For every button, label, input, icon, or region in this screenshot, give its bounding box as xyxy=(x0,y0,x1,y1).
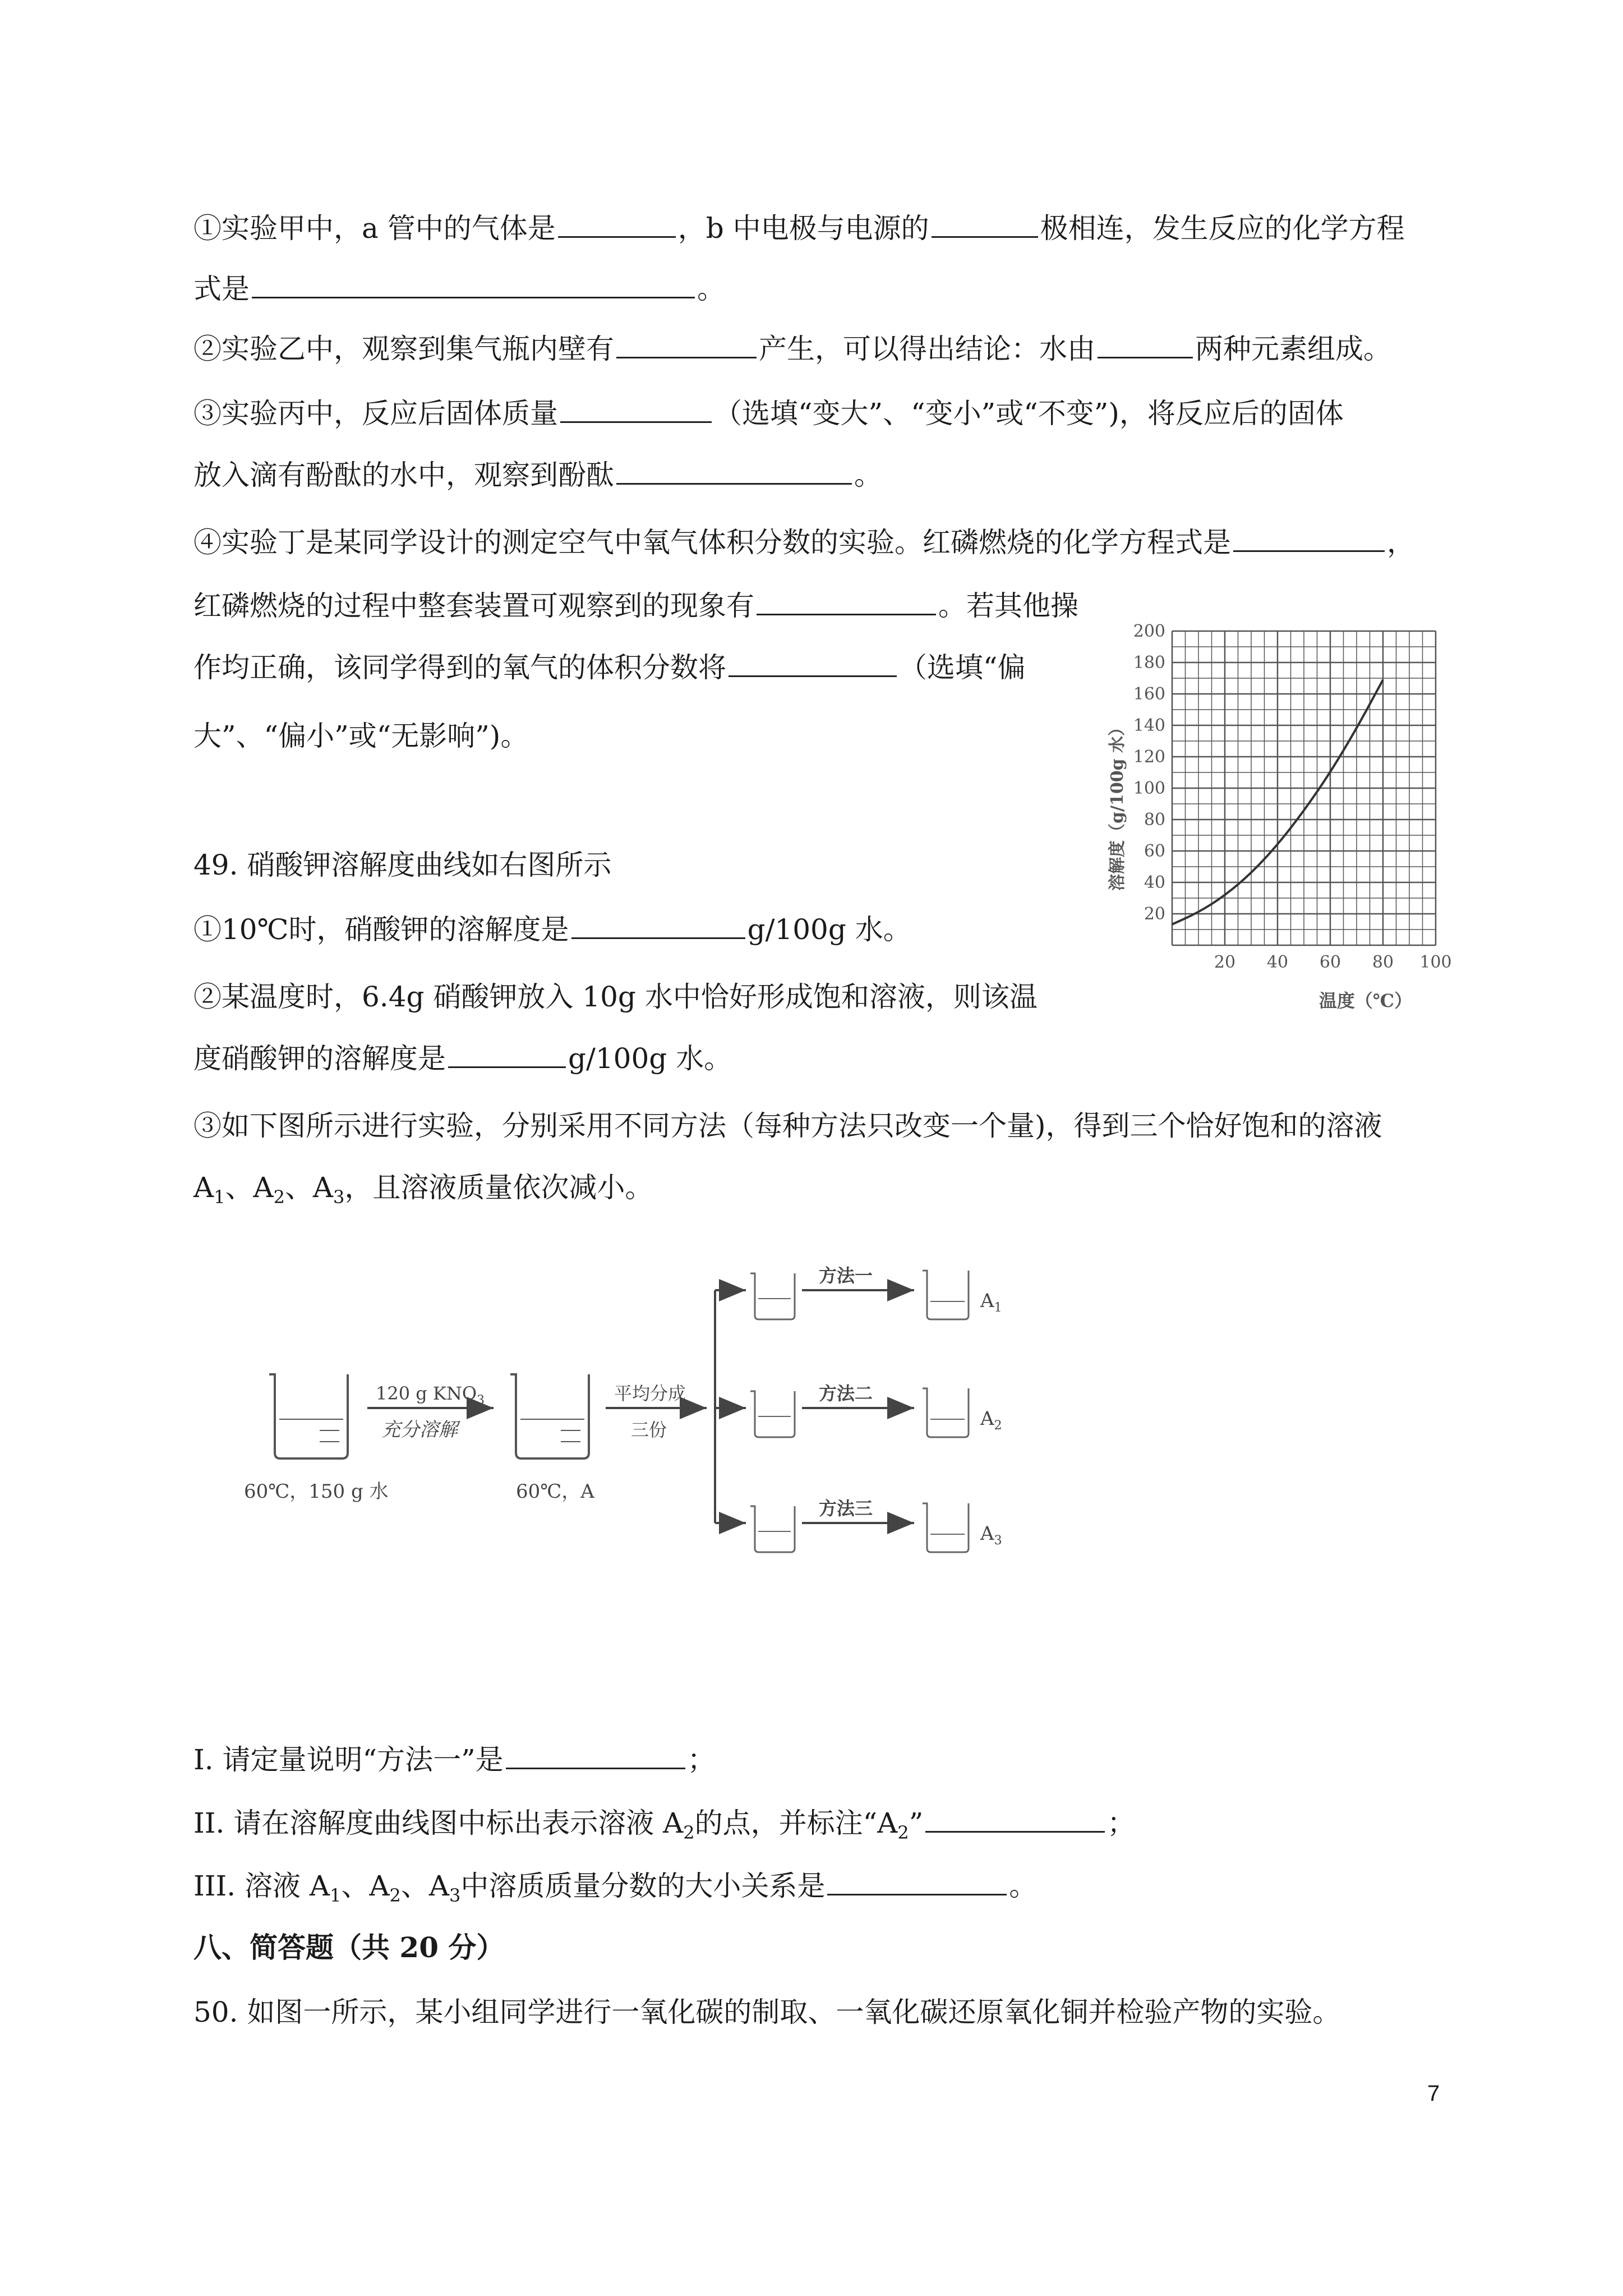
x-tick-label: 60 xyxy=(1319,953,1341,972)
x-axis-label: 温度（℃） xyxy=(1318,990,1413,1011)
answer-blank[interactable] xyxy=(252,271,695,298)
answer-blank[interactable] xyxy=(616,457,852,485)
method2-label: 方法二 xyxy=(819,1383,873,1404)
q48-text: 。 xyxy=(697,273,725,305)
q48-text: 极相连，发生反应的化学方程 xyxy=(1040,212,1405,245)
q48-line-2 xyxy=(193,271,725,307)
y-tick-label: 200 xyxy=(1133,622,1165,641)
arrow2-bottom-label: 三份 xyxy=(631,1419,667,1441)
subscript: 2 xyxy=(683,1822,695,1843)
q49-text: ； xyxy=(1107,1807,1136,1839)
output-a1-label: $A_1$ xyxy=(980,1290,1002,1315)
y-tick-label: 20 xyxy=(1144,904,1165,924)
q49-part-iii xyxy=(193,1868,1037,1913)
subscript: 1 xyxy=(214,1186,225,1208)
q49-text: ①10℃时，硝酸钾的溶解度是 xyxy=(193,913,569,946)
page-number: 7 xyxy=(1427,2081,1440,2106)
question-title: 49. 硝酸钾溶解度曲线如右图所示 xyxy=(193,849,612,881)
answer-blank[interactable] xyxy=(571,912,745,939)
q49-text: 、A xyxy=(400,1870,449,1902)
q48-text: ，b 中电极与电源的 xyxy=(677,212,929,245)
q49-text: 中溶质质量分数的大小关系是 xyxy=(460,1870,826,1902)
beaker-split-3 xyxy=(750,1506,795,1552)
q48-text: 大”、“偏小”或“无影响”)。 xyxy=(193,720,529,752)
q48-text: 产生，可以得出结论：水由 xyxy=(759,333,1095,365)
q49-text: ②某温度时，6.4g 硝酸钾放入 10g 水中恰好形成饱和溶液，则该温 xyxy=(193,981,1038,1013)
x-tick-labels xyxy=(1214,953,1452,972)
q49-title xyxy=(193,847,611,883)
q49-text: ” xyxy=(909,1807,924,1839)
q48-line-9 xyxy=(193,718,528,754)
q48-line-4 xyxy=(193,395,1344,431)
answer-blank[interactable] xyxy=(757,588,936,615)
y-tick-label: 120 xyxy=(1133,747,1165,767)
q48-text: 式是 xyxy=(193,273,250,305)
q49-text: 、A xyxy=(341,1870,390,1902)
subscript: 2 xyxy=(273,1186,285,1208)
y-axis-label: 溶解度（g/100g 水） xyxy=(1108,719,1127,891)
arrow1-bottom-label: 充分溶解 xyxy=(381,1419,458,1441)
q49-part-ii xyxy=(193,1805,1135,1851)
beaker-start xyxy=(269,1374,348,1458)
beaker-a xyxy=(510,1374,589,1458)
q48-text: 作均正确，该同学得到的氧气的体积分数将 xyxy=(193,651,726,684)
answer-blank[interactable] xyxy=(1098,331,1193,358)
method3-label: 方法三 xyxy=(819,1498,873,1519)
q49-part-i xyxy=(193,1742,716,1778)
beaker-a1 xyxy=(923,1271,969,1319)
y-tick-labels xyxy=(1133,622,1165,924)
subscript: 3 xyxy=(333,1186,345,1208)
y-tick-label: 60 xyxy=(1144,841,1165,861)
subscript: 3 xyxy=(449,1885,461,1906)
answer-blank[interactable] xyxy=(728,650,897,677)
x-tick-label: 20 xyxy=(1214,953,1236,972)
q49-sub3-a xyxy=(193,1108,1382,1144)
answer-blank[interactable] xyxy=(558,210,676,238)
answer-blank[interactable] xyxy=(932,210,1038,238)
answer-blank[interactable] xyxy=(827,1868,1007,1895)
q49-text: III. 溶液 A xyxy=(193,1870,330,1902)
q48-text: 。若其他操 xyxy=(938,590,1078,622)
q48-line-7 xyxy=(193,588,1078,624)
x-tick-label: 100 xyxy=(1419,953,1452,972)
experiment-flow-diagram xyxy=(213,1251,1054,1565)
start-condition-label: 60℃，150 g 水 xyxy=(244,1480,389,1503)
arrow1-top-label: 120 g $KNO_3$ xyxy=(376,1383,485,1407)
y-tick-label: 40 xyxy=(1144,873,1165,892)
solubility-chart xyxy=(1099,614,1481,1029)
q50-line xyxy=(193,1994,1340,2030)
q49-text: II. 请在溶解度曲线图中标出表示溶液 A xyxy=(193,1807,684,1839)
section-title: 八、简答题（共 20 分） xyxy=(193,1931,505,1964)
q49-text: g/100g 水。 xyxy=(568,1042,732,1075)
beaker-a3 xyxy=(923,1503,969,1552)
x-tick-label: 40 xyxy=(1266,953,1289,972)
beaker-a2 xyxy=(923,1388,969,1437)
q48-text: ②实验乙中，观察到集气瓶内壁有 xyxy=(193,333,614,365)
output-a3-label: $A_3$ xyxy=(980,1522,1002,1548)
q49-text: 、A xyxy=(225,1171,274,1204)
y-tick-label: 160 xyxy=(1133,684,1165,704)
q49-text: ； xyxy=(687,1743,716,1776)
q49-text: 的点，并标注“A xyxy=(694,1807,898,1839)
q48-text: （选填“变大”、“变小”或“不变”)，将反应后的固体 xyxy=(714,397,1344,430)
arrow2-top-label: 平均分成 xyxy=(614,1383,686,1404)
subscript: 2 xyxy=(897,1822,909,1843)
x-tick-label: 80 xyxy=(1372,953,1394,972)
q48-line-6 xyxy=(193,524,1415,560)
y-tick-label: 140 xyxy=(1133,716,1165,735)
question-text: 50. 如图一所示，某小组同学进行一氧化碳的制取、一氧化碳还原氧化铜并检验产物的实验。 xyxy=(193,1996,1341,2028)
q49-sub3-b xyxy=(193,1170,653,1215)
q48-text: 两种元素组成。 xyxy=(1195,333,1391,365)
q49-text: 、A xyxy=(284,1171,334,1204)
q48-line-1 xyxy=(193,210,1405,246)
y-tick-label: 180 xyxy=(1133,653,1165,673)
method1-label: 方法一 xyxy=(819,1265,873,1286)
q49-sub2-b xyxy=(193,1041,732,1076)
q49-sub2-a xyxy=(193,979,1038,1015)
q49-text: g/100g 水。 xyxy=(747,913,911,946)
mid-condition-label: 60℃，A xyxy=(516,1480,594,1503)
chart-grid xyxy=(1172,631,1436,945)
q48-text: ③实验丙中，反应后固体质量 xyxy=(193,397,558,430)
q49-text: A xyxy=(193,1171,214,1204)
beaker-split-1 xyxy=(750,1273,795,1319)
answer-blank[interactable] xyxy=(616,331,757,358)
section-heading xyxy=(193,1930,504,1966)
answer-blank[interactable] xyxy=(925,1805,1105,1833)
q48-line-5 xyxy=(193,457,882,493)
q48-text: 红磷燃烧的过程中整套装置可观察到的现象有 xyxy=(193,590,754,622)
q48-text: ， xyxy=(1387,526,1415,559)
q48-text: ①实验甲中，a 管中的气体是 xyxy=(193,212,556,245)
q49-text: ，且溶液质量依次减小。 xyxy=(344,1171,653,1204)
output-a2-label: $A_2$ xyxy=(980,1407,1002,1433)
q49-text: 度硝酸钾的溶解度是 xyxy=(193,1042,446,1075)
subscript: 1 xyxy=(330,1885,342,1906)
y-tick-label: 80 xyxy=(1144,810,1165,830)
q49-text: 。 xyxy=(1009,1870,1038,1902)
q48-text: 。 xyxy=(854,459,882,491)
subscript: 2 xyxy=(389,1885,401,1906)
q48-line-3 xyxy=(193,331,1391,367)
answer-blank[interactable] xyxy=(560,395,712,423)
q49-sub1 xyxy=(193,912,911,947)
y-tick-label: 100 xyxy=(1133,779,1165,798)
q48-text: 放入滴有酚酞的水中，观察到酚酞 xyxy=(193,459,614,491)
answer-blank[interactable] xyxy=(448,1041,566,1068)
q48-text: ④实验丁是某同学设计的测定空气中氧气体积分数的实验。红磷燃烧的化学方程式是 xyxy=(193,526,1231,559)
q48-line-8 xyxy=(193,650,1026,685)
answer-blank[interactable] xyxy=(506,1742,685,1769)
answer-blank[interactable] xyxy=(1233,524,1385,552)
q49-text: ③如下图所示进行实验，分别采用不同方法（每种方法只改变一个量)，得到三个恰好饱和的溶液 xyxy=(193,1110,1382,1142)
q48-text: （选填“偏 xyxy=(899,651,1026,684)
q49-text: I. 请定量说明“方法一”是 xyxy=(193,1743,504,1776)
beaker-split-2 xyxy=(750,1391,795,1437)
